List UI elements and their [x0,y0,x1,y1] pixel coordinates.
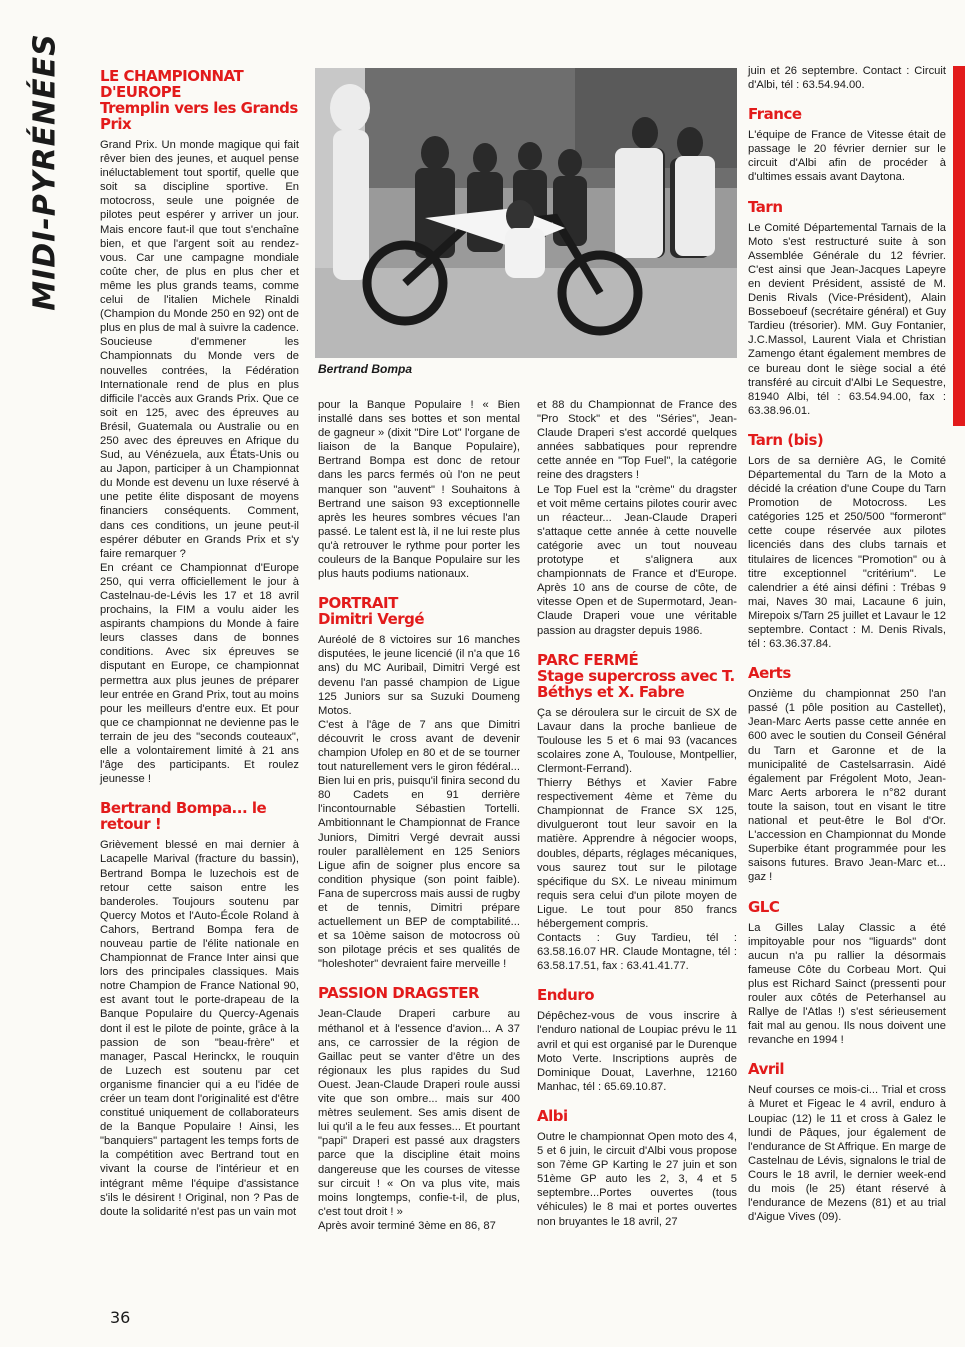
section-tab-label: MIDI-PYRÉNÉES [27,33,63,311]
page-number: 36 [110,1308,131,1327]
paragraph: Le Comité Départemental Tarnais de la Moto s'est restructuré suite à son Assemblée Générale du 12 février. C'est ainsi que Jean-Jacques Lapeyre en devient Président, assisté de M. Denis Rivals (Vice-Président), Alain Bosseboeuf (secrétaire général) et Guy Tardieu (trésorier). MM. Guy Fontanier, J.C.Massol, Laurent Viala et Christian Zamengo étant également membres de ce bureau dont le siège social a été transféré au circuit d'Albi Le Sequestre, 81940 Albi, tél : 63.54.94.00, fax : 63.38.96.01. [748,221,946,417]
heading-portrait-subtitle: Dimitri Vergé [318,610,425,629]
paragraph: Dépêchez-vous de vous inscrire à l'enduro national de Loupiac prévu le 11 avril et qui est organisé par le Durenque Moto Verte. Inscriptions auprès de Dominique Douat, Laverhne, 12160 Manhac, tél : 65.69.10.87. [537,1010,737,1093]
paragraph: C'est à l'âge de 7 ans que Dimitri découvrit le cross avant de devenir champion Ufolep en 80 et de se tourner tout naturellement vers le giron fédéral... Bien lui en pris, puisqu'il finira second du 80 Cadets en 91 derrière l'incontournable Sébastien Tortelli. Ambitionnant le Championnat de France Juniors, Dimitri Vergé devrait aussi rouler parallèlement en 125 Seniors Ligue afin de soigner plus encore sa condition physique (son point faible). Fana de supercross mais aussi de rugby et de tennis, Dimitri prépare actuellement un BEP de comptabilité... et sa 10ème saison de motocross où son pilotage précis et ses qualités de "holeshoter" devraient faire merveille ! [318,718,520,971]
paragraph: Le Top Fuel est la "crème" du dragster et voit même certains pilotes courir avec un réacteur... Jean-Claude Draperi s'attaque cette année à cette nouvelle catégorie avec un tout nouveau prototype et s'alignera aux championnats de France et d'Europe. Après 10 ans de course de côte, de vitesse Open et de Supermotard, Jean-Claude Draperi voue une véritable passion au dragster depuis 1986. [537,483,737,637]
paragraph: Thierry Béthys et Xavier Fabre respectivement 4ème et 7ème du Championnat de France SX 125, divulgueront tout leur savoir en la matière. Apprendre à négocier woops, doubles, départs, réglages mécaniques, vous saurez tout sur le pilotage spécifique du SX. Le niveau minimum requis sera celui d'un pilote moyen de Ligue. Le tout pour 850 francs hébergement compris. [537,777,737,930]
heading-tarn: Tarn [748,197,783,216]
heading-bompa: Bertrand Bompa... le retour ! [100,799,267,834]
paragraph: La Gilles Lalay Classic a été impitoyable pour nos "liguards" dont aucun n'a pu rallier la désormais fameuse Côte du Corbeau Mort. Qui plus est Richard Sainct (pressenti pour rouler aux côtés de Peterhansel au Rallye de l'Atlas !) s'est sérieusement fait mal au genou. Ils nous doivent une revanche en 1994 ! [748,921,946,1047]
photo-caption: Bertrand Bompa [318,362,413,376]
section-tab [14,33,76,311]
heading-avril: Avril [748,1060,785,1079]
heading-portrait-title: PORTRAIT [318,594,398,613]
heading-parc-ferme-subtitle: Stage supercross avec T. Béthys et X. Fabre [537,666,735,701]
paragraph: Soucieuse d'emmener les Championnats du Monde vers de nouvelles contrées, la Fédération Internationale rend de plus en plus difficile l'accès aux Grands Prix. Que ce soit en 125, avec des épreuves au Brésil, Guatemala ou Australie ou en 250 avec des épreuves en Afrique du Sud, au Vénézuela, aux États-Unis ou au Japon, participer à un Championnat du Monde est devenu un luxe réservé à une petite élite disposant de moyens financiers conséquents. Comment, dans ces conditions, un jeune peut-il espérer débuter en Grands Prix et s'y faire remarquer ? [100,336,299,560]
heading-portrait [318,595,520,627]
paragraph: Onzième du championnat 250 l'an passé (1 pôle position au Castellet), Jean-Marc Aerts passe cette année en 600 avec le soutien du Conseil Général du Tarn et Garonne et de la municipalité de Castelsarrasin. Aidé également par Frégolent Moto, Jean-Marc Aerts arborera le n°82 durant toute la saison, tout en visant le titre national et peut-être le Bol d'Or. L'accession en Championnat du Monde Superbike étant programmée pour les saisons futures. Bravo Jean-Marc et... gaz ! [748,688,946,884]
paragraph: Après avoir terminé 3ème en 86, 87 [318,1219,496,1232]
heading-aerts: Aerts [748,664,791,683]
paragraph: et 88 du Championnat de France des "Pro Stock" et des "Séries", Jean-Claude Draperi s'est accordé quelques années sabbatiques pour reprendre cette année en "Top Fuel", la catégorie reine des dragsters ! [537,399,737,482]
heading-enduro: Enduro [537,986,595,1005]
paragraph: Jean-Claude Draperi carbure au méthanol et à l'essence d'avion... A 37 ans, ce carrossier de la région de Gaillac peut se vanter d'être un des régionaux les plus rapides du Sud Ouest. Jean-Claude Draperi roule aussi vite que son ombre... mais sur 400 mètres seulement. Ses amis disent de lui qu'il a le feu aux fesses... Et pourtant "papi" Draperi est passé aux dragsters parce que la discipline était moins dangereuse que les courses de vitesse sur circuit ! « On va plus vite, mais moins longtemps, confie-t-il, de plus, c'est tout droit ! » [318,1008,520,1218]
column-3 [537,398,737,1229]
column-1 [100,68,299,1219]
paragraph: Contacts : Guy Tardieu, tél : 63.58.16.07 HR. Claude Montagne, tél : 63.58.17.51, fax : 63.41.41.77. [537,932,737,973]
paragraph: Grièvement blessé en mai dernier à Lacapelle Marival (fracture du bassin), Bertrand Bompa le luzechois est de retour cette saison entre les banderoles. Toujours soutenu par Quercy Motos et l'Auto-École Roland à Cahors, Bertrand Bompa fera de nouveau partie de l'élite nationale en Championnat de France Inter ainsi que lors des principales classiques. Mais notre Champion de France National 90, est avant tout le porte-drapeau de la Banque Populaire du Quercy-Agenais dont il est le pilote de pointe, grâce à la passion de son "beau-frère" et manager, Pascal Herinckx, le rouquin de Luzech est soutenu par cet organisme financier qui a eu l'idée de créer un team dont l'originalité est d'être constitué uniquement de collaborateurs de la Banque Populaire ! Ainsi, les "banquiers" partagent les temps forts de la compétition avec Bertrand tout en vivant la course de l'intérieur et en intégrant même l'équipe d'assistance s'ils le désirent ! Original, non ? Pas de doute la solidarité n'est pas un vain mot [100,839,299,1218]
heading-championnat [100,68,299,132]
heading-tarn-bis: Tarn (bis) [748,430,824,449]
heading-france: France [748,105,802,124]
paragraph: En créant ce Championnat d'Europe 250, qui verra officiellement le jour à Castelnau-de-Lévis les 17 et 18 avril prochains, la FIM a voulu aider les aspirants champions du Monde à faire leurs classes dans de bonnes conditions. Avec six épreuves se disputant en Europe, ce championnat permettra aux plus jeunes de préparer leur entrée en Grand Prix, tout au moins pour les meilleurs d'entre eux. Et pour que ce championnat ne devienne pas le terrain de jeu des "seconds couteaux", elle a volontairement limité à 21 ans l'âge des participants. Et roulez jeunesse ! [100,561,299,786]
paragraph: Neuf courses ce mois-ci... Trial et cross à Muret et Figeac le 4 avril, enduro à Loupiac (12) le 11 et cross à Galez le lundi de Pâques, jour également de l'endurance de St Affrique. En marge de Castelnau de Lévis, signalons le trial de Cours le 18 avril, le dernier week-end du mois (le 25) étant réservé à l'endurance de Mezens (81) et au trial d'Aigue Vives (09). [748,1084,946,1224]
paragraph: pour la Banque Populaire ! « Bien installé dans ses bottes et son mental de gagneur » (dixit "Dire Lot" l'organe de liaison de la Banque Populaire), Bertrand Bompa est donc de retour dans les parcs fermés où l'on ne peut manquer son "auvent" ! Souhaitons à Bertrand une saison 93 exceptionnelle après les heures sombres vécues l'an passé. Le talent est là, il ne lui reste plus qu'à retrouver le rythme pour porter les couleurs de la Banque Populaire sur les plus hauts podiums nationaux. [318,399,520,581]
column-4 [748,64,946,1224]
paragraph: Auréolé de 8 victoires sur 16 manches disputées, le jeune licencié (il n'a que 16 ans) du MC Auribail, Dimitri Vergé est devenu l'an passé champion de Ligue 125 Juniors sur sa Suzuki Doumeng Motos. [318,634,520,717]
paragraph: L'équipe de France de Vitesse était de passage le 20 février dernier sur le circuit d'Albi afin de procéder à d'ultimes essais avant Daytona. [748,129,946,184]
column-2 [318,398,520,1233]
paragraph: Grand Prix. Un monde magique qui fait rêver bien des jeunes, et auquel pense inéluctablement tout sportif, quelle que soit sa discipline sportive. En motocross, seule une poignée de pilotes peut espérer y arriver un jour. Mais encore faut-il que tout s'enchaîne bien, et que l'argent soit au rendez-vous. Car une campagne mondiale coûte cher, de plus en plus cher et même les plus grands teams, comme celui de l'italien Michele Rinaldi (Champion du Monde 250 en 92) ont de plus en plus de mal à suivre la cadence. [100,139,300,335]
photo-illustration [315,68,737,358]
heading-parc-ferme-title: PARC FERMÉ [537,650,639,669]
paragraph: juin et 26 septembre. Contact : Circuit d'Albi, tél : 63.54.94.00. [748,65,946,92]
right-edge-bar [953,66,965,426]
heading-albi: Albi [537,1106,568,1125]
paragraph: Lors de sa dernière AG, le Comité Départemental du Tarn de la Moto a décidé la création d'une Coupe du Tarn Promotion de Motocross. Les catégories 125 et 250/500 "formeront" cette coupe réservée aux pilotes licenciés dans des clubs tarnais et titulaires de licences "Promotion" ou à titre exceptionnel "critérium". Le calendrier a été ainsi défini : Trébas 9 mai, Naves 30 mai, Lacaune 6 juin, Mirepoix s/Tarn 25 juillet et Lavaur le 12 septembre. Contact : M. Denis Rivals, tél : 63.36.37.84. [748,454,946,651]
paragraph: Ça se déroulera sur le circuit de SX de Lavaur dans la proche banlieue de Toulouse les 5 et 6 mai 93 (vacances scolaires zone A, Toulouse, Montpellier, Clermont-Ferrand). [537,706,737,775]
heading-championnat-subtitle: Tremplin vers les Grands Prix [100,99,298,133]
paragraph: Outre le championnat Open moto des 4, 5 et 6 juin, le circuit d'Albi vous propose son 7ème GP Karting le 27 juin et son 51ème GP auto les 2, 3, 4 et 5 septembre...Portes ouvertes (tous véhicules) le 8 mai et portes ouvertes non bruyantes le 18 avril, 27 [537,1130,737,1228]
photo-bertrand-bompa [315,68,737,358]
heading-championnat-title: LE CHAMPIONNAT D'EUROPE [100,67,244,101]
heading-passion-dragster: PASSION DRAGSTER [318,984,480,1003]
heading-glc: GLC [748,897,780,916]
heading-parc-ferme [537,652,737,700]
